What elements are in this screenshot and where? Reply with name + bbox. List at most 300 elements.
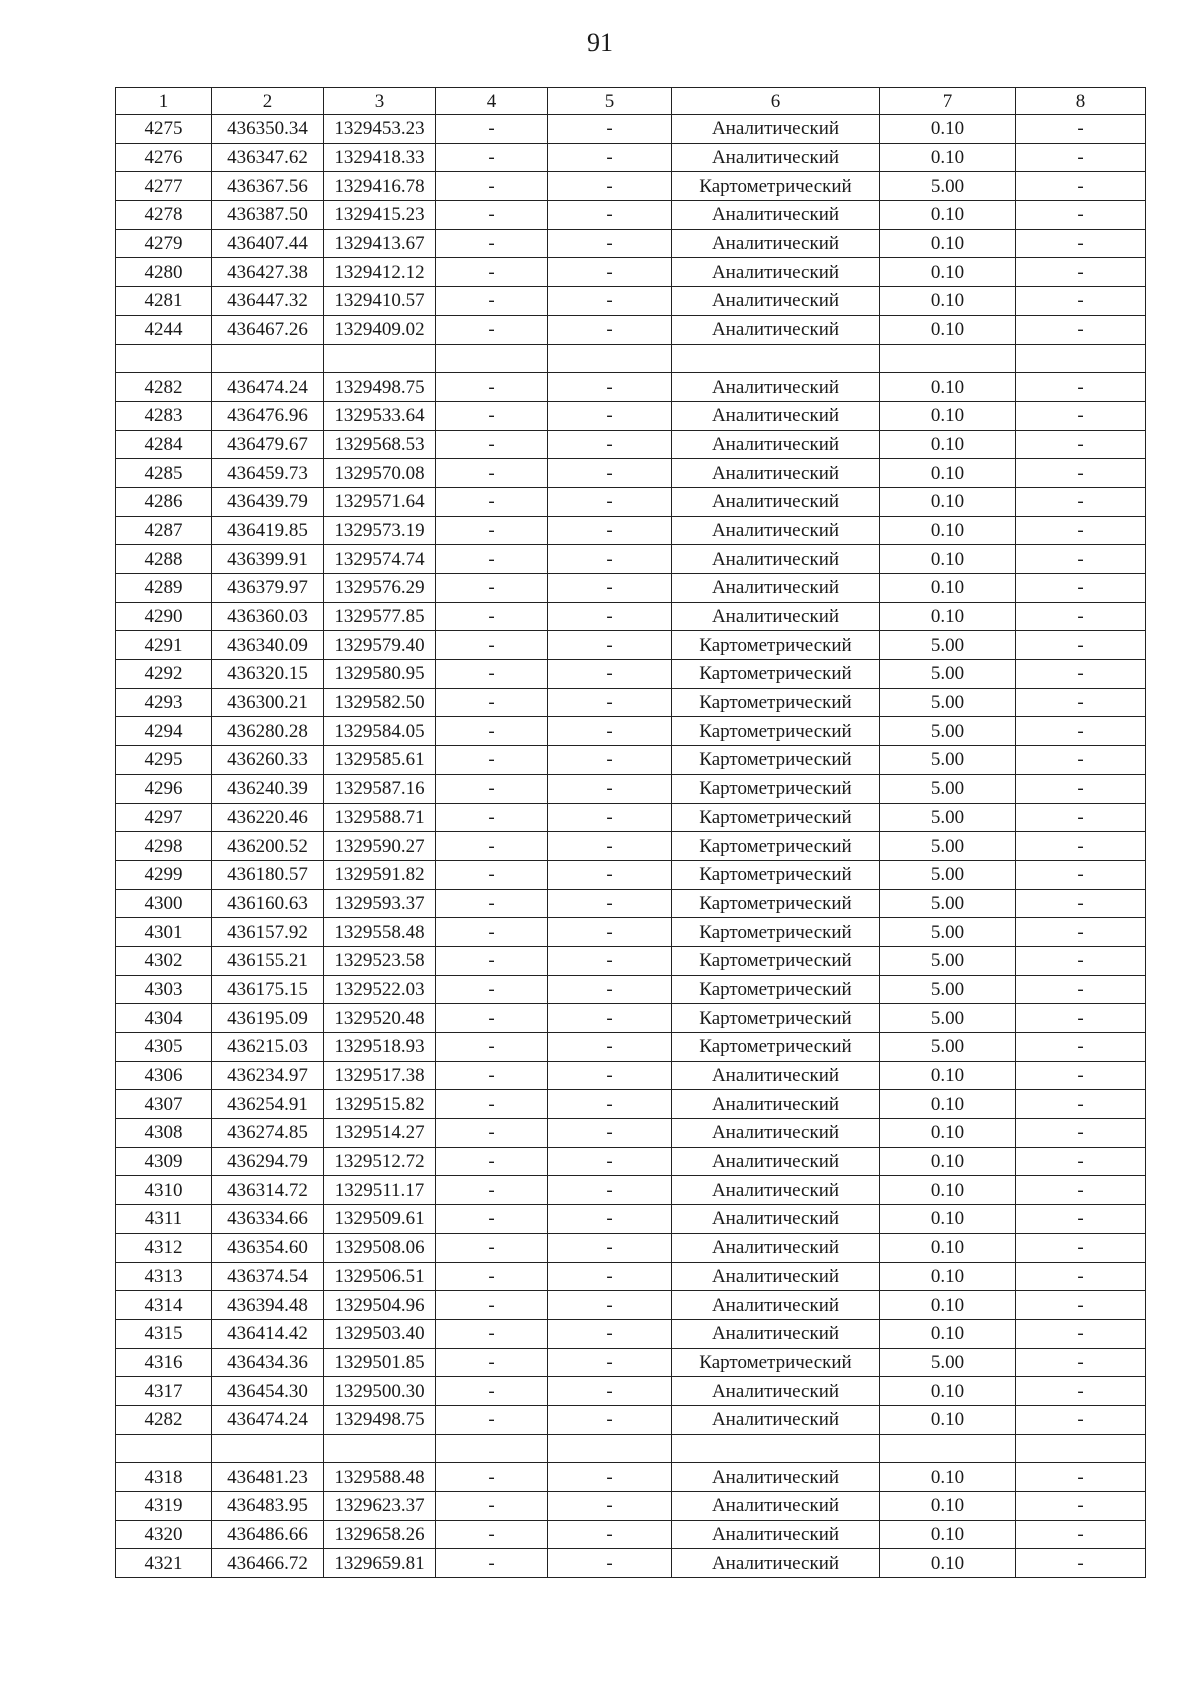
table-body [116, 115, 1146, 1578]
table-cell-col-1 [116, 1434, 212, 1463]
table-cell-col-5: - [548, 918, 672, 947]
table-cell-col-5: - [548, 574, 672, 603]
table-cell-col-8: - [1016, 287, 1146, 316]
table-cell-col-7: 0.10 [880, 1119, 1016, 1148]
table-cell-col-8: - [1016, 373, 1146, 402]
table-cell-col-4: - [436, 688, 548, 717]
table-cell-col-4: - [436, 1061, 548, 1090]
table-cell-col-5: - [548, 832, 672, 861]
table-cell-col-5: - [548, 201, 672, 230]
table-cell-col-5: - [548, 860, 672, 889]
table-cell-col-4: - [436, 487, 548, 516]
table-cell-col-7: 5.00 [880, 1004, 1016, 1033]
table-cell-col-4: - [436, 774, 548, 803]
table-row [116, 1004, 1146, 1033]
table-cell-col-5: - [548, 258, 672, 287]
table-cell-col-5: - [548, 1549, 672, 1578]
table-cell-col-6: Картометрический [672, 803, 880, 832]
table-cell-col-7: 0.10 [880, 315, 1016, 344]
table-cell-col-2 [212, 344, 324, 373]
table-cell-col-6: Аналитический [672, 1463, 880, 1492]
table-cell-col-4: - [436, 1520, 548, 1549]
table-cell-col-1: 4277 [116, 172, 212, 201]
column-header-5: 5 [548, 88, 672, 115]
table-cell-col-5: - [548, 717, 672, 746]
table-cell-col-7: 0.10 [880, 1233, 1016, 1262]
table-cell-col-7: 5.00 [880, 172, 1016, 201]
table-cell-col-5: - [548, 1520, 672, 1549]
table-row [116, 1520, 1146, 1549]
table-cell-col-2: 436394.48 [212, 1291, 324, 1320]
table-cell-col-7: 5.00 [880, 975, 1016, 1004]
table-cell-col-6: Картометрический [672, 774, 880, 803]
table-cell-col-1: 4281 [116, 287, 212, 316]
table-cell-col-8: - [1016, 688, 1146, 717]
table-row [116, 1119, 1146, 1148]
table-row [116, 717, 1146, 746]
table-cell-col-3: 1329585.61 [324, 746, 436, 775]
table-cell-col-3: 1329579.40 [324, 631, 436, 660]
table-cell-col-4: - [436, 287, 548, 316]
table-row [116, 401, 1146, 430]
table-cell-col-4: - [436, 860, 548, 889]
table-cell-col-3: 1329410.57 [324, 287, 436, 316]
table-cell-col-5: - [548, 1233, 672, 1262]
table-cell-col-3: 1329623.37 [324, 1492, 436, 1521]
table-cell-col-5: - [548, 1119, 672, 1148]
table-cell-col-2: 436367.56 [212, 172, 324, 201]
table-cell-col-1: 4294 [116, 717, 212, 746]
table-cell-col-4: - [436, 1233, 548, 1262]
table-cell-col-4: - [436, 1119, 548, 1148]
table-cell-col-8: - [1016, 1348, 1146, 1377]
table-row [116, 487, 1146, 516]
table-cell-col-4: - [436, 832, 548, 861]
table-cell-col-6: Картометрический [672, 975, 880, 1004]
table-cell-col-4: - [436, 315, 548, 344]
table-row [116, 258, 1146, 287]
table-cell-col-2: 436379.97 [212, 574, 324, 603]
table-cell-col-3: 1329518.93 [324, 1033, 436, 1062]
table-cell-col-4: - [436, 803, 548, 832]
table-row [116, 373, 1146, 402]
table-row [116, 1205, 1146, 1234]
table-cell-col-2: 436195.09 [212, 1004, 324, 1033]
table-cell-col-3: 1329582.50 [324, 688, 436, 717]
table-cell-col-2: 436314.72 [212, 1176, 324, 1205]
table-cell-col-4: - [436, 1147, 548, 1176]
table-cell-col-7: 0.10 [880, 1090, 1016, 1119]
table-cell-col-1: 4298 [116, 832, 212, 861]
table-row [116, 889, 1146, 918]
table-cell-col-8 [1016, 1434, 1146, 1463]
table-cell-col-1: 4310 [116, 1176, 212, 1205]
table-cell-col-1: 4306 [116, 1061, 212, 1090]
table-cell-col-5: - [548, 143, 672, 172]
table-cell-col-6: Аналитический [672, 315, 880, 344]
table-cell-col-1: 4279 [116, 229, 212, 258]
table-cell-col-2: 436157.92 [212, 918, 324, 947]
table-cell-col-3: 1329591.82 [324, 860, 436, 889]
table-row [116, 115, 1146, 144]
table-cell-col-6: Аналитический [672, 1119, 880, 1148]
table-cell-col-8: - [1016, 1147, 1146, 1176]
table-cell-col-7: 0.10 [880, 258, 1016, 287]
table-cell-col-8: - [1016, 459, 1146, 488]
table-cell-col-3: 1329517.38 [324, 1061, 436, 1090]
table-cell-col-6: Аналитический [672, 1520, 880, 1549]
table-cell-col-3: 1329577.85 [324, 602, 436, 631]
table-cell-col-8: - [1016, 545, 1146, 574]
table-cell-col-1: 4295 [116, 746, 212, 775]
table-cell-col-3: 1329498.75 [324, 1405, 436, 1434]
table-cell-col-4: - [436, 516, 548, 545]
table-cell-col-8: - [1016, 229, 1146, 258]
table-cell-col-7: 5.00 [880, 918, 1016, 947]
table-cell-col-2: 436354.60 [212, 1233, 324, 1262]
table-cell-col-8: - [1016, 946, 1146, 975]
table-cell-col-1: 4317 [116, 1377, 212, 1406]
table-cell-col-5: - [548, 229, 672, 258]
table-cell-col-7: 0.10 [880, 1176, 1016, 1205]
table-cell-col-5: - [548, 459, 672, 488]
table-cell-col-6: Картометрический [672, 717, 880, 746]
table-row [116, 1262, 1146, 1291]
table-cell-col-7: 0.10 [880, 1520, 1016, 1549]
table-cell-col-6: Аналитический [672, 258, 880, 287]
table-cell-col-6: Аналитический [672, 143, 880, 172]
table-cell-col-6: Аналитический [672, 487, 880, 516]
table-cell-col-3: 1329573.19 [324, 516, 436, 545]
table-cell-col-7: 5.00 [880, 746, 1016, 775]
table-cell-col-1: 4289 [116, 574, 212, 603]
table-cell-col-6: Картометрический [672, 746, 880, 775]
table-cell-col-3: 1329409.02 [324, 315, 436, 344]
table-cell-col-5: - [548, 401, 672, 430]
table-row [116, 516, 1146, 545]
table-cell-col-8: - [1016, 631, 1146, 660]
table-cell-col-4: - [436, 229, 548, 258]
table-cell-col-2: 436350.34 [212, 115, 324, 144]
table-cell-col-5: - [548, 1319, 672, 1348]
table-cell-col-2 [212, 1434, 324, 1463]
table-row [116, 287, 1146, 316]
table-cell-col-3: 1329570.08 [324, 459, 436, 488]
table-cell-col-7: 0.10 [880, 516, 1016, 545]
table-cell-col-1: 4305 [116, 1033, 212, 1062]
table-cell-col-4: - [436, 889, 548, 918]
table-cell-col-1: 4321 [116, 1549, 212, 1578]
table-cell-col-7: 0.10 [880, 1061, 1016, 1090]
table-cell-col-4: - [436, 1004, 548, 1033]
table-cell-col-6: Аналитический [672, 1549, 880, 1578]
table-cell-col-8: - [1016, 315, 1146, 344]
table-cell-col-8: - [1016, 258, 1146, 287]
table-cell-col-7: 5.00 [880, 946, 1016, 975]
table-cell-col-1: 4285 [116, 459, 212, 488]
table-cell-col-2: 436234.97 [212, 1061, 324, 1090]
table-cell-col-1: 4283 [116, 401, 212, 430]
table-cell-col-5: - [548, 602, 672, 631]
table-cell-col-5: - [548, 1033, 672, 1062]
table-cell-col-2: 436240.39 [212, 774, 324, 803]
table-cell-col-7: 0.10 [880, 373, 1016, 402]
table-row [116, 172, 1146, 201]
table-cell-col-1: 4304 [116, 1004, 212, 1033]
table-separator-row [116, 344, 1146, 373]
table-cell-col-3: 1329508.06 [324, 1233, 436, 1262]
table-cell-col-8: - [1016, 115, 1146, 144]
table-cell-col-5 [548, 344, 672, 373]
table-cell-col-8: - [1016, 602, 1146, 631]
table-cell-col-6: Аналитический [672, 602, 880, 631]
column-header-4: 4 [436, 88, 548, 115]
table-cell-col-1: 4286 [116, 487, 212, 516]
table-cell-col-6: Аналитический [672, 115, 880, 144]
table-cell-col-4: - [436, 201, 548, 230]
table-cell-col-7: 0.10 [880, 1549, 1016, 1578]
table-cell-col-2: 436479.67 [212, 430, 324, 459]
table-cell-col-5: - [548, 1405, 672, 1434]
table-cell-col-3: 1329523.58 [324, 946, 436, 975]
table-cell-col-1: 4276 [116, 143, 212, 172]
table-cell-col-2: 436481.23 [212, 1463, 324, 1492]
table-cell-col-4: - [436, 430, 548, 459]
table-separator-row [116, 1434, 1146, 1463]
table-cell-col-5: - [548, 1004, 672, 1033]
table-cell-col-3: 1329498.75 [324, 373, 436, 402]
table-row [116, 1176, 1146, 1205]
table-row [116, 1147, 1146, 1176]
table-cell-col-4 [436, 344, 548, 373]
table-cell-col-6: Аналитический [672, 516, 880, 545]
table-row [116, 1291, 1146, 1320]
table-cell-col-7: 5.00 [880, 631, 1016, 660]
table-row [116, 975, 1146, 1004]
table-cell-col-1: 4282 [116, 1405, 212, 1434]
table-cell-col-2: 436483.95 [212, 1492, 324, 1521]
table-cell-col-3: 1329413.67 [324, 229, 436, 258]
table-cell-col-2: 436155.21 [212, 946, 324, 975]
column-header-8: 8 [1016, 88, 1146, 115]
table-cell-col-6: Аналитический [672, 1147, 880, 1176]
table-cell-col-8: - [1016, 889, 1146, 918]
table-cell-col-4: - [436, 258, 548, 287]
table-cell-col-4: - [436, 918, 548, 947]
table-cell-col-2: 436180.57 [212, 860, 324, 889]
table-row [116, 1233, 1146, 1262]
table-cell-col-8: - [1016, 430, 1146, 459]
table-cell-col-7: 5.00 [880, 832, 1016, 861]
table-cell-col-1: 4300 [116, 889, 212, 918]
table-cell-col-2: 436407.44 [212, 229, 324, 258]
table-cell-col-7: 0.10 [880, 1291, 1016, 1320]
table-cell-col-7: 0.10 [880, 287, 1016, 316]
table-cell-col-7: 5.00 [880, 774, 1016, 803]
table-cell-col-7: 0.10 [880, 1463, 1016, 1492]
table-cell-col-4: - [436, 660, 548, 689]
table-cell-col-3: 1329520.48 [324, 1004, 436, 1033]
table-cell-col-6: Аналитический [672, 287, 880, 316]
table-cell-col-6: Картометрический [672, 631, 880, 660]
table-cell-col-4: - [436, 1319, 548, 1348]
table-cell-col-8: - [1016, 574, 1146, 603]
table-cell-col-3: 1329515.82 [324, 1090, 436, 1119]
table-cell-col-8: - [1016, 660, 1146, 689]
table-cell-col-2: 436280.28 [212, 717, 324, 746]
table-cell-col-6: Картометрический [672, 1004, 880, 1033]
header-row [116, 88, 1146, 115]
table-cell-col-1: 4288 [116, 545, 212, 574]
table-row [116, 201, 1146, 230]
table-cell-col-5: - [548, 1377, 672, 1406]
table-cell-col-5: - [548, 1205, 672, 1234]
table-cell-col-4: - [436, 1549, 548, 1578]
table-cell-col-6: Аналитический [672, 574, 880, 603]
table-cell-col-6: Аналитический [672, 1262, 880, 1291]
table-cell-col-2: 436439.79 [212, 487, 324, 516]
table-cell-col-1: 4296 [116, 774, 212, 803]
table-cell-col-5: - [548, 1492, 672, 1521]
table-cell-col-6: Картометрический [672, 918, 880, 947]
table-cell-col-7: 0.10 [880, 430, 1016, 459]
table-cell-col-8: - [1016, 746, 1146, 775]
table-cell-col-5: - [548, 430, 672, 459]
table-cell-col-2: 436294.79 [212, 1147, 324, 1176]
table-cell-col-6: Аналитический [672, 1205, 880, 1234]
table-cell-col-7: 0.10 [880, 1377, 1016, 1406]
table-cell-col-5: - [548, 688, 672, 717]
table-cell-col-4: - [436, 1348, 548, 1377]
table-cell-col-8: - [1016, 1291, 1146, 1320]
table-cell-col-3: 1329418.33 [324, 143, 436, 172]
table-cell-col-2: 436160.63 [212, 889, 324, 918]
table-cell-col-5: - [548, 889, 672, 918]
table-cell-col-7: 5.00 [880, 889, 1016, 918]
table-cell-col-2: 436215.03 [212, 1033, 324, 1062]
table-cell-col-6: Аналитический [672, 1319, 880, 1348]
table-row [116, 803, 1146, 832]
table-cell-col-6: Аналитический [672, 373, 880, 402]
table-cell-col-3: 1329522.03 [324, 975, 436, 1004]
table-cell-col-6: Аналитический [672, 545, 880, 574]
table-cell-col-3: 1329558.48 [324, 918, 436, 947]
table-cell-col-4: - [436, 401, 548, 430]
table-row [116, 774, 1146, 803]
table-cell-col-6: Картометрический [672, 172, 880, 201]
table-cell-col-7: 0.10 [880, 574, 1016, 603]
table-row [116, 1319, 1146, 1348]
table-cell-col-4: - [436, 1033, 548, 1062]
table-cell-col-6 [672, 1434, 880, 1463]
table-cell-col-7: 0.10 [880, 1147, 1016, 1176]
table-cell-col-6: Аналитический [672, 1176, 880, 1205]
table-cell-col-5: - [548, 803, 672, 832]
table-cell-col-8: - [1016, 143, 1146, 172]
table-cell-col-2: 436459.73 [212, 459, 324, 488]
table-cell-col-8: - [1016, 201, 1146, 230]
table-cell-col-4: - [436, 1463, 548, 1492]
table-cell-col-2: 436466.72 [212, 1549, 324, 1578]
table-cell-col-3: 1329509.61 [324, 1205, 436, 1234]
table-cell-col-4: - [436, 373, 548, 402]
table-cell-col-7 [880, 344, 1016, 373]
table-cell-col-1: 4297 [116, 803, 212, 832]
table-cell-col-3: 1329501.85 [324, 1348, 436, 1377]
table-cell-col-6: Картометрический [672, 832, 880, 861]
table-cell-col-8: - [1016, 401, 1146, 430]
table-cell-col-6: Картометрический [672, 660, 880, 689]
table-cell-col-5: - [548, 1147, 672, 1176]
table-cell-col-6: Аналитический [672, 1061, 880, 1090]
table-cell-col-1: 4291 [116, 631, 212, 660]
table-cell-col-1: 4303 [116, 975, 212, 1004]
table-cell-col-7: 5.00 [880, 688, 1016, 717]
table-cell-col-8: - [1016, 516, 1146, 545]
table-cell-col-5: - [548, 545, 672, 574]
table-cell-col-3: 1329511.17 [324, 1176, 436, 1205]
table-cell-col-1: 4309 [116, 1147, 212, 1176]
table-cell-col-6: Картометрический [672, 688, 880, 717]
table-cell-col-3: 1329580.95 [324, 660, 436, 689]
table-row [116, 1492, 1146, 1521]
table-cell-col-8: - [1016, 975, 1146, 1004]
table-cell-col-6: Аналитический [672, 229, 880, 258]
table-cell-col-2: 436340.09 [212, 631, 324, 660]
table-cell-col-7: 0.10 [880, 602, 1016, 631]
table-cell-col-3: 1329514.27 [324, 1119, 436, 1148]
table-cell-col-3: 1329512.72 [324, 1147, 436, 1176]
table-cell-col-8: - [1016, 1463, 1146, 1492]
table-cell-col-7: 5.00 [880, 717, 1016, 746]
table-row [116, 315, 1146, 344]
table-cell-col-6: Картометрический [672, 1033, 880, 1062]
column-header-1: 1 [116, 88, 212, 115]
table-cell-col-3: 1329500.30 [324, 1377, 436, 1406]
table-cell-col-5: - [548, 631, 672, 660]
table-cell-col-4: - [436, 975, 548, 1004]
table-cell-col-3 [324, 344, 436, 373]
table-cell-col-2: 436200.52 [212, 832, 324, 861]
table-cell-col-5: - [548, 287, 672, 316]
table-cell-col-6: Аналитический [672, 1291, 880, 1320]
table-cell-col-5: - [548, 1463, 672, 1492]
table-cell-col-8: - [1016, 774, 1146, 803]
table-row [116, 1033, 1146, 1062]
table-cell-col-1: 4244 [116, 315, 212, 344]
table-cell-col-7: 0.10 [880, 1405, 1016, 1434]
table-cell-col-4: - [436, 1492, 548, 1521]
table-row [116, 545, 1146, 574]
table-cell-col-6: Аналитический [672, 1492, 880, 1521]
table-cell-col-7: 0.10 [880, 487, 1016, 516]
table-cell-col-4: - [436, 574, 548, 603]
table-cell-col-4: - [436, 545, 548, 574]
table-row [116, 1463, 1146, 1492]
table-cell-col-3: 1329506.51 [324, 1262, 436, 1291]
table-cell-col-4: - [436, 1377, 548, 1406]
table-cell-col-8: - [1016, 1319, 1146, 1348]
table-cell-col-4: - [436, 631, 548, 660]
table-cell-col-1: 4302 [116, 946, 212, 975]
table-cell-col-7: 0.10 [880, 229, 1016, 258]
table-cell-col-3 [324, 1434, 436, 1463]
table-cell-col-8: - [1016, 918, 1146, 947]
table-cell-col-4: - [436, 1205, 548, 1234]
table-cell-col-1: 4290 [116, 602, 212, 631]
table-cell-col-5: - [548, 487, 672, 516]
table-cell-col-2: 436334.66 [212, 1205, 324, 1234]
